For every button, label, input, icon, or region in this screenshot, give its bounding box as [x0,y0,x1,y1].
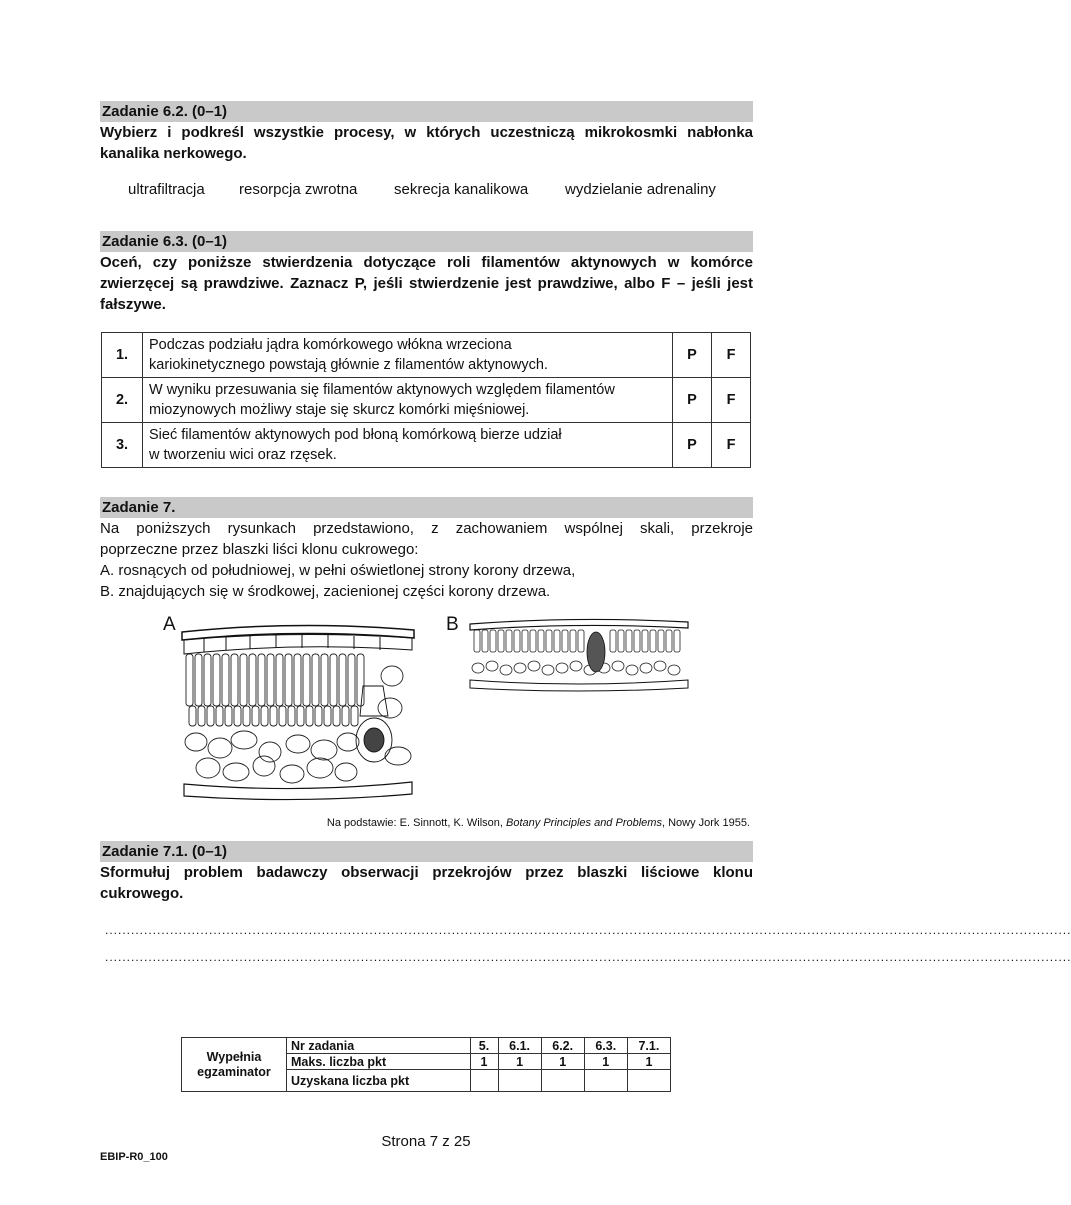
obtained-points-cell[interactable] [470,1070,498,1092]
exam-code: EBIP-R0_100 [100,1151,168,1163]
obtained-points-cell[interactable] [584,1070,627,1092]
task-7-intro-line2: poprzeczne przez blaszki liści klonu cukrowego: [100,541,419,558]
row-label-max-points: Maks. liczba pkt [287,1054,471,1070]
max-points-cell: 1 [541,1054,584,1070]
statement [143,378,673,423]
task-number-cell: 7.1. [627,1038,670,1054]
task-7-intro-line1: Na poniższych rysunkach przedstawiono, z zachowaniem wspólnej skali, przekroje [100,520,753,537]
leaf-cross-section-a [178,616,418,806]
option-adrenalina[interactable]: wydzielanie adrenaliny [565,181,716,198]
statement-line: W wyniku przesuwania się filamentów aktynowych względem filamentów [149,382,615,398]
task-6-3-header: Zadanie 6.3. (0–1) [100,231,753,252]
task-number-cell: 5. [470,1038,498,1054]
source-suffix: , Nowy Jork 1955. [661,817,750,829]
source-title: Botany Principles and Problems [506,817,662,829]
row-number: 2. [102,378,143,423]
answer-p[interactable]: P [673,378,712,423]
page-number: Strona 7 z 25 [381,1133,471,1150]
task-6-2-header: Zadanie 6.2. (0–1) [100,101,753,122]
answer-f[interactable]: F [712,378,751,423]
answer-line-2[interactable]: ............................................................................................................................................................................................................................... [105,950,1071,964]
max-points-cell: 1 [584,1054,627,1070]
task-6-2-instruction: Wybierz i podkreśl wszystkie procesy, w których uczestniczą mikrokosmki nabłonka kanalika nerkowego. [100,124,753,162]
task-7-1-header: Zadanie 7.1. (0–1) [100,841,753,862]
max-points-cell: 1 [627,1054,670,1070]
task-6-3-instruction: Oceń, czy poniższe stwierdzenia dotyczące roli filamentów aktynowych w komórce zwierzęcej są prawdziwe. Zaznacz P, jeśli stwierdzenie jest prawdziwe, albo F – jeśli jest fałszywe. [100,254,753,313]
task-number-cell: 6.3. [584,1038,627,1054]
statement [143,333,673,378]
row-label-obtained-points: Uzyskana liczba pkt [287,1070,471,1092]
obtained-points-cell[interactable] [498,1070,541,1092]
answer-line-1[interactable]: ............................................................................................................................................................................................................................... [105,923,1071,937]
option-resorpcja[interactable]: resorpcja zwrotna [239,181,358,198]
task-7-item-b: B. znajdujących się w środkowej, zacienionej części korony drzewa. [100,583,551,600]
statement-line: Podczas podziału jądra komórkowego włókna wrzeciona [149,337,512,353]
task-7-item-a: A. rosnących od południowej, w pełni oświetlonej strony korony drzewa, [100,562,576,579]
obtained-points-cell[interactable] [627,1070,670,1092]
row-label-task-number: Nr zadania [287,1038,471,1054]
statement-line: miozynowych możliwy staje się skurcz komórki mięśniowej. [149,402,530,418]
table-row [102,423,751,468]
row-number: 1. [102,333,143,378]
task-number-cell: 6.2. [541,1038,584,1054]
figure-b-label: B [446,614,459,635]
leaf-cross-section-b [468,614,690,694]
statement [143,423,673,468]
max-points-cell: 1 [498,1054,541,1070]
task-7-header: Zadanie 7. [100,497,753,518]
statement-line: w tworzeniu wici oraz rzęsek. [149,447,337,463]
answer-p[interactable]: P [673,423,712,468]
row-number: 3. [102,423,143,468]
answer-f[interactable]: F [712,333,751,378]
examiner-label: Wypełnia egzaminator [182,1038,287,1092]
answer-p[interactable]: P [673,333,712,378]
obtained-points-cell[interactable] [541,1070,584,1092]
answer-f[interactable]: F [712,423,751,468]
figure-source [100,817,750,829]
statement-line: kariokinetycznego powstają głównie z filamentów aktynowych. [149,357,548,373]
figure-a-label: A [163,614,176,635]
task-number-cell: 6.1. [498,1038,541,1054]
statement-line: Sieć filamentów aktynowych pod błoną komórkową bierze udział [149,427,562,443]
option-ultrafiltracja[interactable]: ultrafiltracja [128,181,205,198]
source-prefix: Na podstawie: E. Sinnott, K. Wilson, [326,817,507,829]
option-sekrecja[interactable]: sekrecja kanalikowa [394,181,529,198]
table-row [102,333,751,378]
max-points-cell: 1 [470,1054,498,1070]
table-row [102,378,751,423]
true-false-table [101,332,751,468]
task-7-1-instruction: Sformułuj problem badawczy obserwacji przekrojów przez blaszki liściowe klonu cukrowego. [100,864,753,902]
examiner-table [181,1037,671,1092]
